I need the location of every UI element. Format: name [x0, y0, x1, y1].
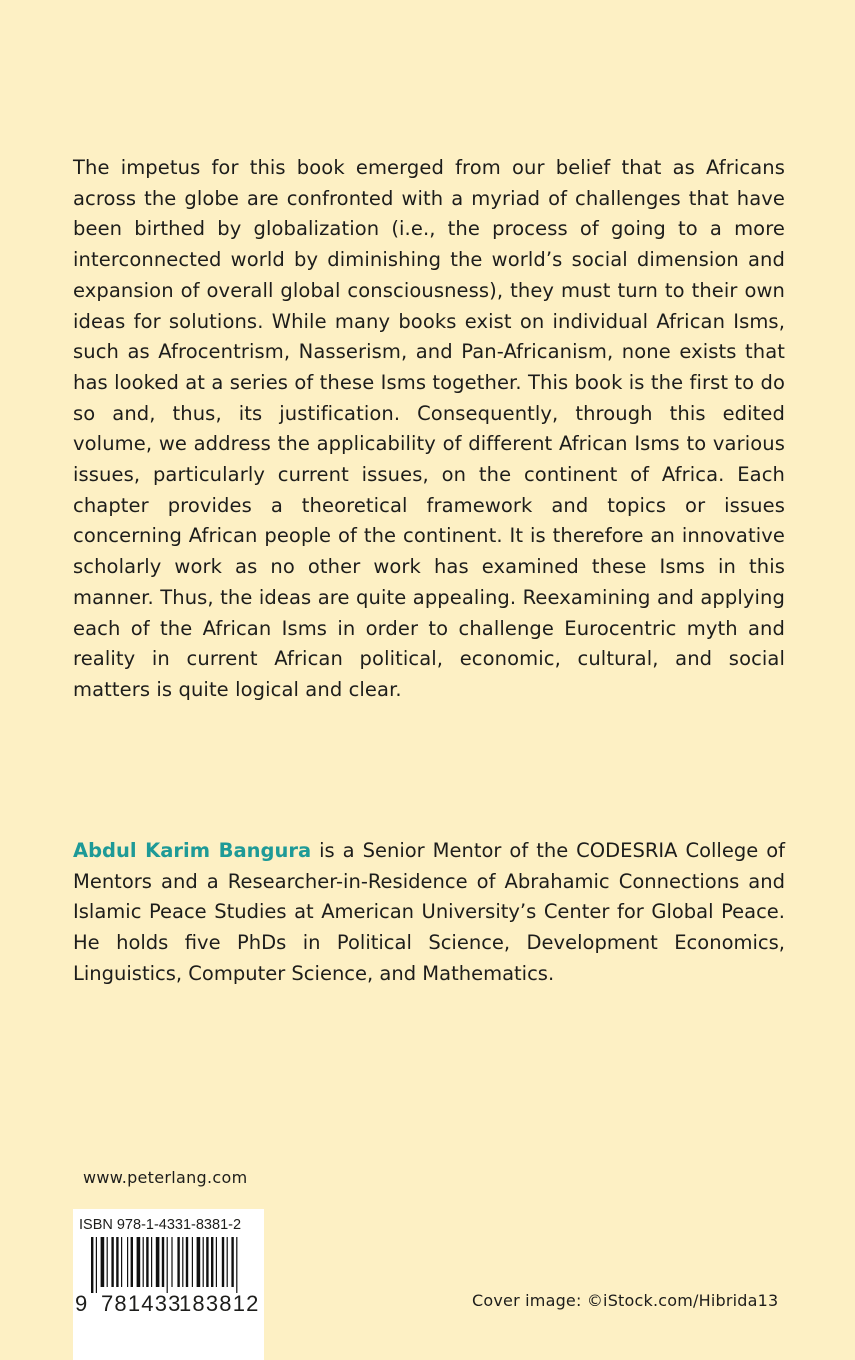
isbn-label: ISBN 978-1-4331-8381-2: [79, 1217, 242, 1233]
isbn-barcode-block: [73, 1209, 264, 1360]
barcode-icon: [91, 1237, 249, 1293]
author-bio-text: is a Senior Mentor of the CODESRIA College of Mentors and a Researcher-in-Residence of Abrahamic Connections and Islamic Peace Studies at American University’s Center for Global Peace. He holds five PhDs in Political Science, Development Economics, Linguistics, Computer Science, and Mathematics.: [73, 839, 785, 985]
barcode-digits-left: 781433: [101, 1291, 182, 1316]
publisher-url: www.peterlang.com: [83, 1168, 248, 1187]
book-description: The impetus for this book emerged from our belief that as Africans across the globe are confronted with a myriad of challenges that have been birthed by globalization (i.e., the process of going to a more interconnected world by diminishing the world’s social dimension and expansion of overall global consciousness), they must turn to their own ideas for solutions. While many books exist on individual African Isms, such as Afrocentrism, Nasserism, and Pan-Africanism, none exists that has looked at a series of these Isms together. This book is the first to do so and, thus, its justification. Consequently, through this edited volume, we address the applicability of different African Isms to various issues, particularly current issues, on the continent of Africa. Each chapter provides a theoretical framework and topics or issues concerning African people of the continent. It is therefore an innovative scholarly work as no other work has examined these Isms in this manner. Thus, the ideas are quite appealing. Reexamining and applying each of the African Isms in order to challenge Eurocentric myth and reality in current African political, economic, cultural, and social matters is quite logical and clear.: [73, 156, 785, 701]
cover-image-credit: Cover image: ©iStock.com/Hibrida13: [472, 1291, 779, 1310]
author-bio: [73, 836, 785, 990]
author-name: Abdul Karim Bangura: [73, 839, 312, 862]
barcode-digit-first: 9: [75, 1291, 88, 1316]
barcode-digits-right: 183812: [179, 1291, 260, 1316]
